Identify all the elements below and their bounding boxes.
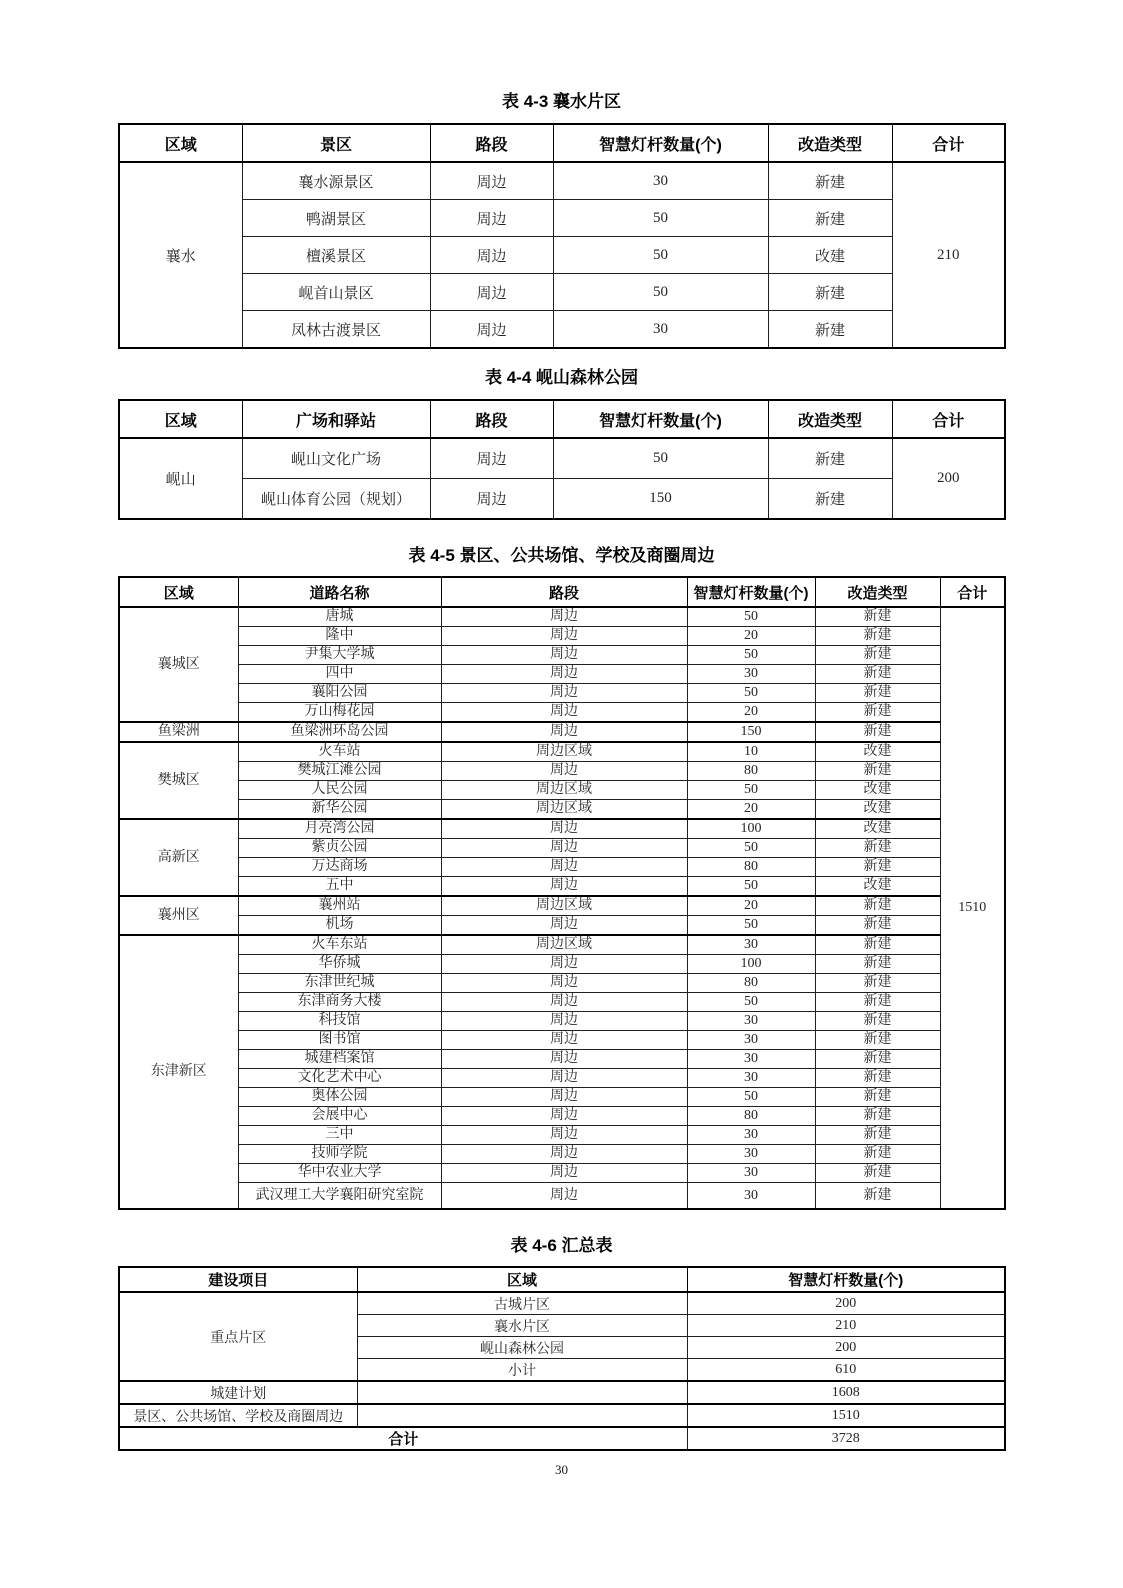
- column-header: 广场和驿站: [242, 400, 430, 438]
- name-cell: 尹集大学城: [238, 646, 441, 665]
- column-header: 合计: [892, 400, 1005, 438]
- road-segment-cell: 周边: [430, 200, 553, 237]
- build-type-cell: 新建: [815, 1126, 940, 1145]
- road-segment-cell: 周边: [430, 237, 553, 274]
- name-cell: 火车站: [238, 742, 441, 762]
- table-row: [119, 858, 1005, 877]
- region-cell: 襄水片区: [357, 1315, 687, 1337]
- column-header: 智慧灯杆数量(个): [687, 577, 815, 607]
- column-header: 区域: [119, 577, 238, 607]
- table-row: [119, 237, 1005, 274]
- table-row: [119, 955, 1005, 974]
- column-header: 建设项目: [119, 1267, 357, 1292]
- name-cell: 城建档案馆: [238, 1050, 441, 1069]
- name-cell: 四中: [238, 665, 441, 684]
- table-row: [119, 1381, 1005, 1404]
- pole-count-cell: 30: [687, 1012, 815, 1031]
- build-type-cell: 新建: [815, 1088, 940, 1107]
- name-cell: 华侨城: [238, 955, 441, 974]
- table-4-5: [118, 576, 1006, 1210]
- column-header: 智慧灯杆数量(个): [553, 124, 768, 162]
- table-row: [119, 742, 1005, 762]
- name-cell: 武汉理工大学襄阳研究室院: [238, 1183, 441, 1210]
- build-type-cell: 新建: [768, 479, 892, 520]
- name-cell: 襄州站: [238, 896, 441, 916]
- header-row: [119, 124, 1005, 162]
- road-segment-cell: 周边区域: [441, 896, 687, 916]
- page-number: 30: [555, 1462, 568, 1477]
- road-segment-cell: 周边: [430, 479, 553, 520]
- region-cell: 小计: [357, 1359, 687, 1382]
- pole-count-cell: 30: [687, 1164, 815, 1183]
- build-type-cell: 新建: [768, 274, 892, 311]
- column-header: 改造类型: [768, 400, 892, 438]
- name-cell: 唐城: [238, 607, 441, 627]
- build-type-cell: 新建: [815, 1050, 940, 1069]
- build-type-cell: 新建: [815, 993, 940, 1012]
- name-cell: 人民公园: [238, 781, 441, 800]
- pole-count-cell: 100: [687, 955, 815, 974]
- name-cell: 鱼梁洲环岛公园: [238, 722, 441, 742]
- region-cell: 鱼梁洲: [119, 722, 238, 742]
- table-row: [119, 1088, 1005, 1107]
- table-row: [119, 819, 1005, 839]
- build-type-cell: 新建: [815, 935, 940, 955]
- name-cell: 图书馆: [238, 1031, 441, 1050]
- table-row: [119, 274, 1005, 311]
- name-cell: 华中农业大学: [238, 1164, 441, 1183]
- table-4-4: [118, 399, 1006, 520]
- column-header: 路段: [430, 400, 553, 438]
- name-cell: 三中: [238, 1126, 441, 1145]
- name-cell: 会展中心: [238, 1107, 441, 1126]
- road-segment-cell: 周边: [441, 1126, 687, 1145]
- pole-count-cell: 50: [687, 839, 815, 858]
- column-header: 景区: [242, 124, 430, 162]
- road-segment-cell: 周边: [430, 438, 553, 479]
- table-row: [119, 1164, 1005, 1183]
- road-segment-cell: 周边: [441, 607, 687, 627]
- table-row: [119, 1069, 1005, 1088]
- column-header: 改造类型: [815, 577, 940, 607]
- table-4-6-title: 表 4-6 汇总表: [510, 1236, 613, 1255]
- pole-count-cell: 50: [687, 607, 815, 627]
- road-segment-cell: 周边: [441, 665, 687, 684]
- column-header: 智慧灯杆数量(个): [687, 1267, 1005, 1292]
- build-type-cell: 新建: [815, 607, 940, 627]
- build-type-cell: 新建: [815, 627, 940, 646]
- region-cell: 岘山: [119, 438, 242, 519]
- table-row: [119, 479, 1005, 520]
- name-cell: 岘山文化广场: [242, 438, 430, 479]
- region-cell: 高新区: [119, 819, 238, 896]
- road-segment-cell: 周边: [441, 1164, 687, 1183]
- build-type-cell: 新建: [815, 665, 940, 684]
- name-cell: 万山梅花园: [238, 703, 441, 723]
- name-cell: 岘山体育公园（规划）: [242, 479, 430, 520]
- name-cell: 科技馆: [238, 1012, 441, 1031]
- pole-count-cell: 80: [687, 858, 815, 877]
- name-cell: 东津世纪城: [238, 974, 441, 993]
- build-type-cell: 新建: [815, 1107, 940, 1126]
- table-row: [119, 665, 1005, 684]
- road-segment-cell: 周边: [441, 722, 687, 742]
- name-cell: 樊城江滩公园: [238, 762, 441, 781]
- column-header: 智慧灯杆数量(个): [553, 400, 768, 438]
- pole-count-cell: 150: [553, 479, 768, 520]
- table-row: [119, 800, 1005, 820]
- build-type-cell: 新建: [815, 974, 940, 993]
- road-segment-cell: 周边: [430, 311, 553, 349]
- table-row: [119, 974, 1005, 993]
- name-cell: 火车东站: [238, 935, 441, 955]
- name-cell: 紫贞公园: [238, 839, 441, 858]
- table-row: [119, 627, 1005, 646]
- total-value-cell: 3728: [687, 1427, 1005, 1450]
- build-type-cell: 新建: [815, 955, 940, 974]
- build-type-cell: 新建: [815, 703, 940, 723]
- pole-count-cell: 1608: [687, 1381, 1005, 1404]
- table-row: [119, 1012, 1005, 1031]
- total-cell: 210: [892, 162, 1005, 348]
- table-row: [119, 1126, 1005, 1145]
- pole-count-cell: 50: [687, 916, 815, 936]
- column-header: 改造类型: [768, 124, 892, 162]
- column-header: 合计: [940, 577, 1005, 607]
- build-type-cell: 新建: [815, 1183, 940, 1210]
- pole-count-cell: 30: [687, 1183, 815, 1210]
- pole-count-cell: 80: [687, 974, 815, 993]
- name-cell: 文化艺术中心: [238, 1069, 441, 1088]
- pole-count-cell: 50: [553, 237, 768, 274]
- name-cell: 机场: [238, 916, 441, 936]
- pole-count-cell: 1510: [687, 1404, 1005, 1427]
- pole-count-cell: 30: [687, 1031, 815, 1050]
- pole-count-cell: 30: [687, 1126, 815, 1145]
- road-segment-cell: 周边区域: [441, 781, 687, 800]
- build-type-cell: 新建: [768, 311, 892, 349]
- pole-count-cell: 20: [687, 627, 815, 646]
- table-row: [119, 877, 1005, 897]
- road-segment-cell: 周边区域: [441, 742, 687, 762]
- road-segment-cell: 周边: [441, 993, 687, 1012]
- road-segment-cell: 周边: [441, 916, 687, 936]
- pole-count-cell: 20: [687, 896, 815, 916]
- build-type-cell: 新建: [815, 1145, 940, 1164]
- pole-count-cell: 30: [687, 935, 815, 955]
- table-row: [119, 1183, 1005, 1210]
- pole-count-cell: 210: [687, 1315, 1005, 1337]
- build-type-cell: 改建: [815, 781, 940, 800]
- pole-count-cell: 30: [687, 665, 815, 684]
- pole-count-cell: 20: [687, 800, 815, 820]
- table-4-3: [118, 123, 1006, 349]
- build-type-cell: 新建: [815, 896, 940, 916]
- region-cell: [357, 1404, 687, 1427]
- table-row: [119, 722, 1005, 742]
- name-cell: 五中: [238, 877, 441, 897]
- build-type-cell: 新建: [815, 858, 940, 877]
- name-cell: 月亮湾公园: [238, 819, 441, 839]
- column-header: 道路名称: [238, 577, 441, 607]
- table-row: [119, 1145, 1005, 1164]
- pole-count-cell: 50: [687, 646, 815, 665]
- road-segment-cell: 周边: [441, 1088, 687, 1107]
- total-cell: 1510: [940, 607, 1005, 1209]
- total-label-cell: 合计: [119, 1427, 687, 1450]
- region-cell: [357, 1381, 687, 1404]
- region-cell: 襄水: [119, 162, 242, 348]
- build-type-cell: 新建: [815, 1031, 940, 1050]
- table-row: [119, 703, 1005, 723]
- name-cell: 鸭湖景区: [242, 200, 430, 237]
- region-cell: 岘山森林公园: [357, 1337, 687, 1359]
- road-segment-cell: 周边: [441, 627, 687, 646]
- build-type-cell: 改建: [815, 819, 940, 839]
- pole-count-cell: 200: [687, 1292, 1005, 1315]
- name-cell: 新华公园: [238, 800, 441, 820]
- road-segment-cell: 周边: [441, 1145, 687, 1164]
- column-header: 区域: [119, 124, 242, 162]
- road-segment-cell: 周边: [441, 1050, 687, 1069]
- road-segment-cell: 周边: [441, 819, 687, 839]
- build-type-cell: 改建: [815, 800, 940, 820]
- project-cell: 重点片区: [119, 1292, 357, 1381]
- road-segment-cell: 周边: [430, 162, 553, 200]
- table-4-4-title: 表 4-4 岘山森林公园: [484, 368, 639, 387]
- header-row: [119, 400, 1005, 438]
- build-type-cell: 新建: [815, 1164, 940, 1183]
- pole-count-cell: 610: [687, 1359, 1005, 1382]
- pole-count-cell: 10: [687, 742, 815, 762]
- road-segment-cell: 周边: [441, 877, 687, 897]
- total-cell: 200: [892, 438, 1005, 519]
- name-cell: 襄水源景区: [242, 162, 430, 200]
- pole-count-cell: 80: [687, 762, 815, 781]
- pole-count-cell: 30: [687, 1069, 815, 1088]
- project-cell: 城建计划: [119, 1381, 357, 1404]
- header-row: [119, 577, 1005, 607]
- road-segment-cell: 周边: [441, 1069, 687, 1088]
- column-header: 区域: [357, 1267, 687, 1292]
- name-cell: 隆中: [238, 627, 441, 646]
- build-type-cell: 改建: [815, 877, 940, 897]
- region-cell: 襄城区: [119, 607, 238, 722]
- pole-count-cell: 50: [687, 684, 815, 703]
- road-segment-cell: 周边: [441, 974, 687, 993]
- road-segment-cell: 周边: [441, 646, 687, 665]
- build-type-cell: 新建: [768, 162, 892, 200]
- table-row: [119, 839, 1005, 858]
- build-type-cell: 新建: [768, 200, 892, 237]
- road-segment-cell: 周边区域: [441, 800, 687, 820]
- name-cell: 万达商场: [238, 858, 441, 877]
- road-segment-cell: 周边: [441, 858, 687, 877]
- table-row: [119, 1031, 1005, 1050]
- table-row: [119, 607, 1005, 627]
- column-header: 路段: [441, 577, 687, 607]
- name-cell: 技师学院: [238, 1145, 441, 1164]
- road-segment-cell: 周边: [441, 1031, 687, 1050]
- road-segment-cell: 周边: [441, 839, 687, 858]
- pole-count-cell: 80: [687, 1107, 815, 1126]
- region-cell: 东津新区: [119, 935, 238, 1209]
- table-4-5-title: 表 4-5 景区、公共场馆、学校及商圈周边: [408, 546, 715, 565]
- build-type-cell: 新建: [815, 1069, 940, 1088]
- name-cell: 岘首山景区: [242, 274, 430, 311]
- pole-count-cell: 50: [687, 1088, 815, 1107]
- pole-count-cell: 50: [553, 200, 768, 237]
- pole-count-cell: 50: [553, 438, 768, 479]
- region-cell: 襄州区: [119, 896, 238, 935]
- table-row: [119, 1107, 1005, 1126]
- pole-count-cell: 30: [687, 1050, 815, 1069]
- build-type-cell: 新建: [768, 438, 892, 479]
- name-cell: 东津商务大楼: [238, 993, 441, 1012]
- total-row: [119, 1427, 1005, 1450]
- pole-count-cell: 50: [687, 993, 815, 1012]
- name-cell: 襄阳公园: [238, 684, 441, 703]
- build-type-cell: 改建: [768, 237, 892, 274]
- table-4-3-title: 表 4-3 襄水片区: [501, 92, 622, 111]
- name-cell: 凤林古渡景区: [242, 311, 430, 349]
- build-type-cell: 新建: [815, 762, 940, 781]
- road-segment-cell: 周边: [441, 1183, 687, 1210]
- build-type-cell: 改建: [815, 742, 940, 762]
- header-row: [119, 1267, 1005, 1292]
- name-cell: 奥体公园: [238, 1088, 441, 1107]
- build-type-cell: 新建: [815, 684, 940, 703]
- build-type-cell: 新建: [815, 646, 940, 665]
- table-row: [119, 896, 1005, 916]
- build-type-cell: 新建: [815, 839, 940, 858]
- project-cell: 景区、公共场馆、学校及商圈周边: [119, 1404, 357, 1427]
- road-segment-cell: 周边: [441, 684, 687, 703]
- build-type-cell: 新建: [815, 916, 940, 936]
- table-row: [119, 781, 1005, 800]
- pole-count-cell: 30: [553, 311, 768, 349]
- region-cell: 古城片区: [357, 1292, 687, 1315]
- table-row: [119, 1404, 1005, 1427]
- table-4-6: [118, 1266, 1006, 1451]
- road-segment-cell: 周边: [441, 1107, 687, 1126]
- build-type-cell: 新建: [815, 722, 940, 742]
- pole-count-cell: 20: [687, 703, 815, 723]
- table-row: [119, 200, 1005, 237]
- table-row: [119, 311, 1005, 349]
- pole-count-cell: 150: [687, 722, 815, 742]
- road-segment-cell: 周边: [441, 762, 687, 781]
- table-row: [119, 162, 1005, 200]
- name-cell: 檀溪景区: [242, 237, 430, 274]
- table-row: [119, 1050, 1005, 1069]
- road-segment-cell: 周边: [441, 955, 687, 974]
- table-row: [119, 916, 1005, 936]
- table-row: [119, 684, 1005, 703]
- build-type-cell: 新建: [815, 1012, 940, 1031]
- column-header: 区域: [119, 400, 242, 438]
- pole-count-cell: 50: [687, 781, 815, 800]
- pole-count-cell: 30: [687, 1145, 815, 1164]
- pole-count-cell: 200: [687, 1337, 1005, 1359]
- pole-count-cell: 50: [553, 274, 768, 311]
- table-row: [119, 762, 1005, 781]
- column-header: 合计: [892, 124, 1005, 162]
- column-header: 路段: [430, 124, 553, 162]
- road-segment-cell: 周边: [441, 1012, 687, 1031]
- pole-count-cell: 50: [687, 877, 815, 897]
- pole-count-cell: 100: [687, 819, 815, 839]
- road-segment-cell: 周边区域: [441, 935, 687, 955]
- table-row: [119, 935, 1005, 955]
- road-segment-cell: 周边: [430, 274, 553, 311]
- table-row: [119, 438, 1005, 479]
- region-cell: 樊城区: [119, 742, 238, 819]
- table-row: [119, 993, 1005, 1012]
- table-row: [119, 646, 1005, 665]
- road-segment-cell: 周边: [441, 703, 687, 723]
- pole-count-cell: 30: [553, 162, 768, 200]
- table-row: [119, 1292, 1005, 1315]
